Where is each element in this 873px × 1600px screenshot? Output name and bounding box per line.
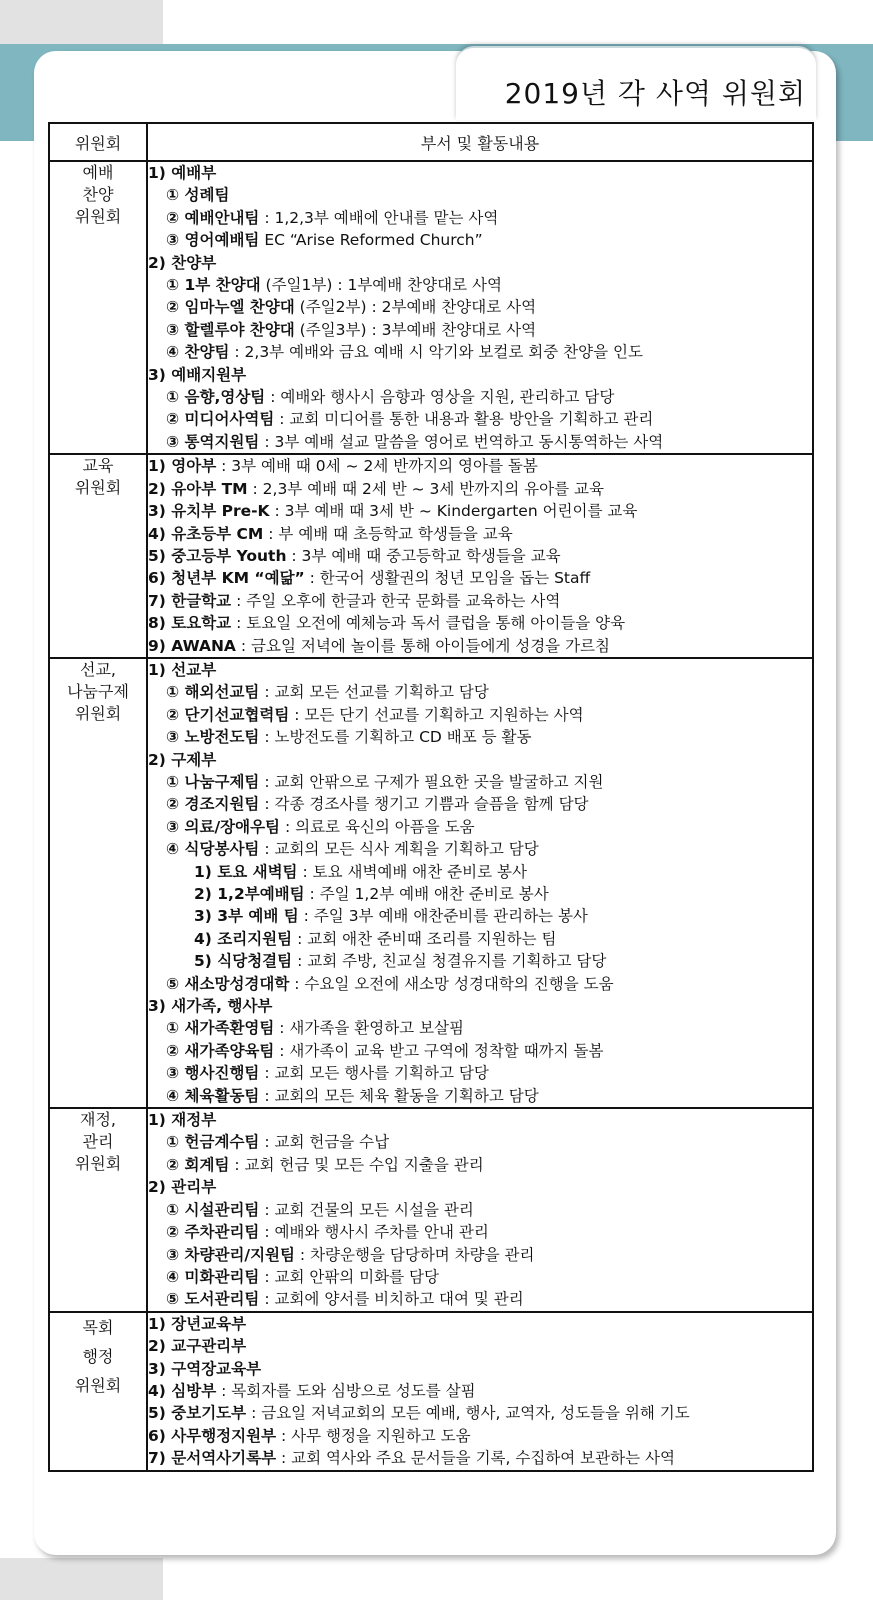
activity-line bbox=[148, 184, 812, 206]
activity-line bbox=[148, 635, 812, 657]
activity-title: ③ 의료/장애우팀 bbox=[166, 817, 281, 836]
activity-line bbox=[148, 995, 812, 1017]
activity-description: : 3부 예배 설교 말씀을 영어로 번역하고 동시통역하는 사역 bbox=[259, 432, 664, 451]
activity-description: : 노방전도를 기획하고 CD 배포 등 활동 bbox=[259, 728, 532, 747]
activity-description: : 3부 예배 때 중고등학교 학생들을 교육 bbox=[286, 546, 561, 565]
activity-title: ① 음향,영상팀 bbox=[166, 388, 266, 407]
activity-description: : 각종 경조사를 챙기고 기쁨과 슬픔을 함께 담당 bbox=[259, 795, 589, 814]
committee-name-line: 목회 bbox=[82, 1317, 114, 1337]
header-committee: 위원회 bbox=[49, 123, 147, 161]
activity-title: ② 미디어사역팀 bbox=[166, 410, 275, 429]
committee-name bbox=[49, 1108, 147, 1312]
activity-line bbox=[148, 905, 812, 927]
activity-title: ③ 행사진행팀 bbox=[166, 1064, 260, 1083]
activity-description: : 토요일 오전에 예체능과 독서 클럽을 통해 아이들을 양육 bbox=[231, 614, 626, 633]
activity-description: : 교회 헌금을 수납 bbox=[259, 1133, 390, 1152]
activity-title: ⑤ 새소망성경대학 bbox=[166, 974, 290, 993]
activity-title: ① 시설관리팀 bbox=[166, 1200, 260, 1219]
committee-row bbox=[49, 1312, 813, 1471]
activity-title: 3) 새가족, 행사부 bbox=[148, 997, 273, 1016]
activity-description: (주일1부) : 1부예배 찬양대로 사역 bbox=[260, 276, 502, 295]
activity-title: ② 회계팀 bbox=[166, 1155, 230, 1174]
activity-description: : 목회자를 도와 심방으로 성도를 살핌 bbox=[216, 1381, 476, 1400]
activity-title: ③ 차량관리/지원팀 bbox=[166, 1245, 295, 1264]
activity-title: ① 해외선교팀 bbox=[166, 683, 260, 702]
activity-title: 2) 관리부 bbox=[148, 1178, 217, 1197]
activity-description: : 의료로 육신의 아픔을 도움 bbox=[280, 817, 475, 836]
committee-activities bbox=[147, 1312, 813, 1471]
activity-description: : 금요일 저녁에 놀이를 통해 아이들에게 성경을 가르침 bbox=[235, 636, 610, 655]
activity-description: : 금요일 저녁교회의 모든 예배, 행사, 교역자, 성도들을 위해 기도 bbox=[246, 1404, 690, 1423]
committee-row bbox=[49, 161, 813, 454]
activity-line bbox=[148, 1358, 812, 1380]
committee-name-line: 위원회 bbox=[74, 478, 122, 498]
activity-title: 1) 토요 새벽팀 bbox=[194, 862, 298, 881]
activity-line bbox=[148, 408, 812, 430]
activity-line bbox=[148, 1062, 812, 1084]
committee-activities bbox=[147, 454, 813, 658]
activity-line bbox=[148, 341, 812, 363]
committee-table bbox=[48, 122, 814, 1472]
activity-description: : 교회의 모든 식사 계획을 기획하고 담당 bbox=[259, 840, 539, 859]
activity-title: 2) 교구관리부 bbox=[148, 1337, 247, 1356]
activity-description: (주일3부) : 3부예배 찬양대로 사역 bbox=[294, 320, 537, 339]
activity-line bbox=[148, 1380, 812, 1402]
committee-name-line: 관리 bbox=[82, 1132, 114, 1152]
activity-line bbox=[148, 1244, 812, 1266]
committee-row bbox=[49, 658, 813, 1108]
activity-line bbox=[148, 162, 812, 184]
activity-line bbox=[148, 1288, 812, 1310]
activity-description: : 부 예배 때 초등학교 학생들을 교육 bbox=[263, 524, 513, 543]
activity-title: ① 새가족환영팀 bbox=[166, 1019, 275, 1038]
committee-name-line: 위원회 bbox=[74, 207, 122, 226]
activity-title: 6) 청년부 KM “예닮” bbox=[148, 569, 305, 588]
activity-title: ① 헌금계수팀 bbox=[166, 1133, 260, 1152]
activity-description: : 한국어 생활권의 청년 모임을 돕는 Staff bbox=[304, 569, 591, 588]
activity-title: ① 나눔구제팀 bbox=[166, 772, 260, 791]
activity-line bbox=[148, 1266, 812, 1288]
committee-name bbox=[49, 161, 147, 454]
activity-description: : 교회 헌금 및 모든 수입 지출을 관리 bbox=[229, 1155, 484, 1174]
activity-title: 4) 유초등부 CM bbox=[148, 524, 264, 543]
activity-line bbox=[148, 500, 812, 522]
activity-title: 7) 한글학교 bbox=[148, 591, 232, 610]
activity-title: 1) 영아부 bbox=[148, 457, 217, 476]
activity-title: ② 단기선교협력팀 bbox=[166, 705, 290, 724]
activity-line bbox=[148, 523, 812, 545]
activity-title: ④ 찬양팀 bbox=[166, 343, 230, 362]
activity-line bbox=[148, 364, 812, 386]
activity-line bbox=[148, 567, 812, 589]
committee-name-line: 위원회 bbox=[74, 703, 122, 723]
activity-description: : 2,3부 예배 때 2세 반 ~ 3세 반까지의 유아를 교육 bbox=[247, 479, 604, 498]
activity-title: 3) 예배지원부 bbox=[148, 365, 247, 384]
activity-line bbox=[148, 612, 812, 634]
activity-title: 2) 구제부 bbox=[148, 750, 217, 769]
activity-line bbox=[148, 973, 812, 995]
activity-description: EC “Arise Reformed Church” bbox=[259, 231, 483, 250]
background-gray-top bbox=[0, 0, 163, 46]
activity-title: ② 경조지원팀 bbox=[166, 795, 260, 814]
activity-line bbox=[148, 590, 812, 612]
activity-title: 2) 찬양부 bbox=[148, 253, 217, 272]
committee-name-line: 위원회 bbox=[74, 1375, 122, 1395]
committee-name-line: 나눔구제 bbox=[67, 681, 129, 701]
activity-description: : 교회 역사와 주요 문서들을 기록, 수집하여 보관하는 사역 bbox=[276, 1449, 675, 1468]
activity-title: 1) 재정부 bbox=[148, 1111, 217, 1130]
committee-row bbox=[49, 454, 813, 658]
activity-title: ② 새가족양육팀 bbox=[166, 1041, 275, 1060]
committee-name bbox=[49, 658, 147, 1108]
activity-description: : 교회 건물의 모든 시설을 관리 bbox=[259, 1200, 474, 1219]
activity-line bbox=[148, 545, 812, 567]
committee-name-line: 행정 bbox=[82, 1346, 114, 1366]
activity-line bbox=[148, 478, 812, 500]
activity-description: : 새가족이 교육 받고 구역에 정착할 때까지 돌봄 bbox=[274, 1041, 604, 1060]
activity-description: : 3부 예배 때 0세 ~ 2세 반까지의 영아를 돌봄 bbox=[216, 457, 538, 476]
activity-line bbox=[148, 793, 812, 815]
activity-description: : 모든 단기 선교를 기획하고 지원하는 사역 bbox=[289, 705, 584, 724]
activity-line bbox=[148, 950, 812, 972]
activity-line bbox=[148, 274, 812, 296]
activity-line bbox=[148, 1154, 812, 1176]
activity-line bbox=[148, 928, 812, 950]
activity-description: : 교회 안팎의 미화를 담당 bbox=[259, 1267, 439, 1286]
activity-title: ③ 할렐루야 찬양대 bbox=[166, 320, 295, 339]
activity-line bbox=[148, 681, 812, 703]
activity-description: (주일2부) : 2부예배 찬양대로 사역 bbox=[294, 298, 537, 317]
activity-line bbox=[148, 838, 812, 860]
activity-description: : 예배와 행사시 음향과 영상을 지원, 관리하고 담당 bbox=[265, 388, 615, 407]
activity-line bbox=[148, 455, 812, 477]
activity-title: 1) 예배부 bbox=[148, 164, 217, 182]
background-gray-bottom bbox=[0, 1558, 163, 1600]
activity-line bbox=[148, 386, 812, 408]
activity-description: : 교회 애찬 준비때 조리를 지원하는 팀 bbox=[292, 929, 557, 948]
committee-name bbox=[49, 1312, 147, 1471]
committee-name-line: 예배 bbox=[82, 163, 114, 182]
activity-title: ④ 미화관리팀 bbox=[166, 1267, 260, 1286]
activity-title: 5) 중고등부 Youth bbox=[148, 546, 287, 565]
activity-description: : 교회 안팎으로 구제가 필요한 곳을 발굴하고 지원 bbox=[259, 772, 604, 791]
activity-title: ③ 노방전도팀 bbox=[166, 728, 260, 747]
activity-title: ⑤ 도서관리팀 bbox=[166, 1290, 260, 1309]
activity-description: : 교회 모든 행사를 기획하고 담당 bbox=[259, 1064, 489, 1083]
activity-title: 3) 구역장교육부 bbox=[148, 1359, 262, 1378]
activity-line bbox=[148, 1131, 812, 1153]
activity-title: 9) AWANA bbox=[148, 636, 236, 655]
activity-title: 4) 심방부 bbox=[148, 1381, 217, 1400]
header-departments: 부서 및 활동내용 bbox=[147, 123, 813, 161]
activity-title: ② 임마누엘 찬양대 bbox=[166, 298, 295, 317]
committee-activities bbox=[147, 658, 813, 1108]
activity-title: 4) 조리지원팀 bbox=[194, 929, 293, 948]
activity-line bbox=[148, 319, 812, 341]
activity-title: ① 성례팀 bbox=[166, 186, 230, 205]
activity-line bbox=[148, 883, 812, 905]
activity-description: : 주일 1,2부 예배 애찬 준비로 봉사 bbox=[304, 885, 549, 903]
activity-title: 7) 문서역사기록부 bbox=[148, 1449, 277, 1468]
activity-description: : 차량운행을 담당하며 차량을 관리 bbox=[295, 1245, 535, 1264]
activity-line bbox=[148, 1017, 812, 1039]
activity-line bbox=[148, 207, 812, 229]
activity-title: ② 주차관리팀 bbox=[166, 1223, 260, 1242]
activity-description: : 주일 3부 예배 애찬준비를 관리하는 봉사 bbox=[298, 907, 588, 926]
activity-description: : 3부 예배 때 3세 반 ~ Kindergarten 어린이를 교육 bbox=[269, 502, 638, 521]
activity-description: : 2,3부 예배와 금요 예배 시 악기와 보컬로 회중 찬양을 인도 bbox=[229, 343, 643, 362]
activity-title: 5) 식당청결팀 bbox=[194, 952, 293, 971]
activity-line bbox=[148, 1040, 812, 1062]
committee-activities bbox=[147, 1108, 813, 1312]
committee-name-line: 찬양 bbox=[82, 185, 114, 204]
table-header-row bbox=[49, 123, 813, 161]
activity-title: 2) 1,2부예배팀 bbox=[194, 885, 305, 903]
committee-name-line: 교육 bbox=[82, 456, 114, 476]
activity-description: : 예배와 행사시 주차를 안내 관리 bbox=[259, 1223, 489, 1242]
activity-description: : 교회에 양서를 비치하고 대여 및 관리 bbox=[259, 1290, 524, 1309]
activity-title: 5) 중보기도부 bbox=[148, 1404, 247, 1423]
activity-title: 6) 사무행정지원부 bbox=[148, 1426, 277, 1445]
activity-line bbox=[148, 1425, 812, 1447]
committee-row bbox=[49, 1108, 813, 1312]
activity-line bbox=[148, 1085, 812, 1107]
activity-line bbox=[148, 1221, 812, 1243]
activity-line bbox=[148, 1335, 812, 1357]
activity-description: : 교회의 모든 체육 활동을 기획하고 담당 bbox=[259, 1086, 539, 1105]
activity-line bbox=[148, 1176, 812, 1198]
activity-line bbox=[148, 1313, 812, 1335]
activity-description: : 수요일 오전에 새소망 성경대학의 진행을 도움 bbox=[289, 974, 614, 993]
activity-title: 2) 유아부 TM bbox=[148, 479, 248, 498]
committee-activities bbox=[147, 161, 813, 454]
activity-line bbox=[148, 726, 812, 748]
activity-line bbox=[148, 431, 812, 453]
activity-title: ③ 통역지원팀 bbox=[166, 432, 260, 451]
committee-name bbox=[49, 454, 147, 658]
activity-line bbox=[148, 252, 812, 274]
activity-title: ③ 영어예배팀 bbox=[166, 231, 260, 250]
activity-title: ① 1부 찬양대 bbox=[166, 276, 261, 295]
committee-name-line: 위원회 bbox=[74, 1154, 122, 1174]
activity-line bbox=[148, 659, 812, 681]
activity-description: : 교회 미디어를 통한 내용과 활용 방안을 기획하고 관리 bbox=[274, 410, 654, 429]
activity-title: ④ 식당봉사팀 bbox=[166, 840, 260, 859]
activity-line bbox=[148, 1402, 812, 1424]
activity-line bbox=[148, 1109, 812, 1131]
activity-line bbox=[148, 1199, 812, 1221]
activity-line bbox=[148, 229, 812, 251]
activity-line bbox=[148, 771, 812, 793]
activity-description: : 주일 오후에 한글과 한국 문화를 교육하는 사역 bbox=[231, 591, 561, 610]
activity-line bbox=[148, 704, 812, 726]
activity-description: : 토요 새벽예배 애찬 준비로 봉사 bbox=[297, 862, 527, 881]
activity-title: 3) 유치부 Pre-K bbox=[148, 502, 270, 521]
page-title: 2019년 각 사역 위원회 bbox=[504, 77, 806, 110]
activity-line bbox=[148, 861, 812, 883]
committee-name-line: 재정, bbox=[80, 1110, 116, 1130]
activity-description: : 새가족을 환영하고 보살핌 bbox=[274, 1019, 464, 1038]
activity-description: : 1,2,3부 예배에 안내를 맡는 사역 bbox=[259, 208, 499, 227]
activity-description: : 교회 주방, 친교실 청결유지를 기획하고 담당 bbox=[292, 952, 607, 971]
activity-line bbox=[148, 749, 812, 771]
activity-title: ④ 체육활동팀 bbox=[166, 1086, 260, 1105]
activity-title: 1) 장년교육부 bbox=[148, 1314, 247, 1333]
activity-line bbox=[148, 296, 812, 318]
activity-description: : 사무 행정을 지원하고 도움 bbox=[276, 1426, 471, 1445]
activity-line bbox=[148, 816, 812, 838]
activity-title: 8) 토요학교 bbox=[148, 614, 232, 633]
committee-name-line: 선교, bbox=[80, 659, 116, 679]
activity-line bbox=[148, 1447, 812, 1469]
activity-title: 1) 선교부 bbox=[148, 660, 217, 679]
activity-description: : 교회 모든 선교를 기획하고 담당 bbox=[259, 683, 489, 702]
activity-title: 3) 3부 예배 팀 bbox=[194, 907, 299, 926]
activity-title: ② 예배안내팀 bbox=[166, 208, 260, 227]
